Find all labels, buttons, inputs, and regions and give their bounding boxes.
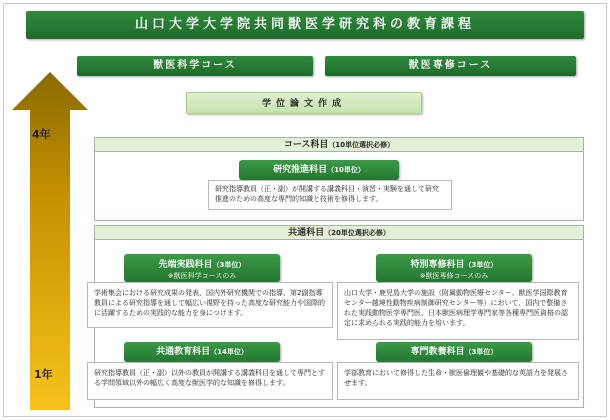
subject-units: （3単位）	[464, 261, 498, 269]
liberal-description: 学部教育において修得した生命・獣医倫理観や基礎的な英語力を発展させます。	[337, 362, 579, 400]
course-veterinary-science: 獣医科学コース	[77, 56, 313, 76]
subject-label: 先端実践科目	[158, 260, 213, 270]
subject-note: ※獣医専修コースのみ	[419, 272, 489, 280]
subject-label: 特別専修科目	[410, 260, 465, 270]
common-subjects-header	[95, 226, 583, 240]
page-title: 山口大学大学院共同獣医学研究科の教育課程	[26, 11, 584, 39]
subject-units: （10単位）	[327, 166, 365, 174]
subject-liberal-arts	[376, 342, 532, 362]
common-subjects-title: 共通科目	[288, 228, 325, 238]
subject-units: （3単位）	[464, 348, 498, 356]
common-subjects-note: （20単位選択必修）	[324, 229, 390, 237]
subject-units: （14単位）	[210, 348, 248, 356]
subject-label: 研究推進科目	[273, 165, 328, 175]
year-label-bottom: 1年	[34, 368, 53, 381]
subject-label: 専門教養科目	[410, 347, 465, 357]
thesis-box: 学位論文作成	[186, 92, 422, 114]
year-label-top: 4年	[32, 128, 51, 141]
course-subjects-header	[95, 138, 583, 152]
special-description: 山口大学・鹿児島大学の施設（附属動物医療センター、獣医学国際教育センター越境性動物疾病制御研究センター等）において、国内で整備された実践動物医学専門医、日本獣医病理学専門家等各種専門医資格の認定に求められる実践的能力を培います。	[337, 282, 579, 340]
subject-advanced-practice	[124, 254, 280, 282]
advanced-description: 学術集会における研究成果の発表、国内外研究機関での指導、第2副指導教員による研究指導を通して幅広い視野を持った高度な研究能力や国際的に活躍するための実践的な能力を身につけます。	[87, 282, 333, 328]
research-description: 研究指導教員（正・副）が開講する講義科目・演習・実験を通して研究推進のための高度な専門的知識と技術を修得します。	[208, 180, 452, 210]
course-subjects-title: コース科目	[283, 140, 329, 150]
year-progress-arrow	[12, 72, 88, 410]
course-veterinary-specialist: 獣医専修コース	[325, 56, 576, 76]
subject-research-promotion	[239, 160, 399, 180]
subject-note: ※獣医科学コースのみ	[167, 272, 237, 280]
subject-units: （3単位）	[212, 261, 246, 269]
subject-general-education	[124, 342, 280, 362]
subject-label: 共通教育科目	[156, 347, 211, 357]
general-description: 研究指導教員（正・副）以外の教員が開講する講義科目を通して専門とする学問領域以外の幅広く高度な獣医学的な知識を修得します。	[87, 362, 333, 400]
subject-special-study	[376, 254, 532, 282]
course-subjects-note: （10単位選択必修）	[328, 141, 395, 149]
